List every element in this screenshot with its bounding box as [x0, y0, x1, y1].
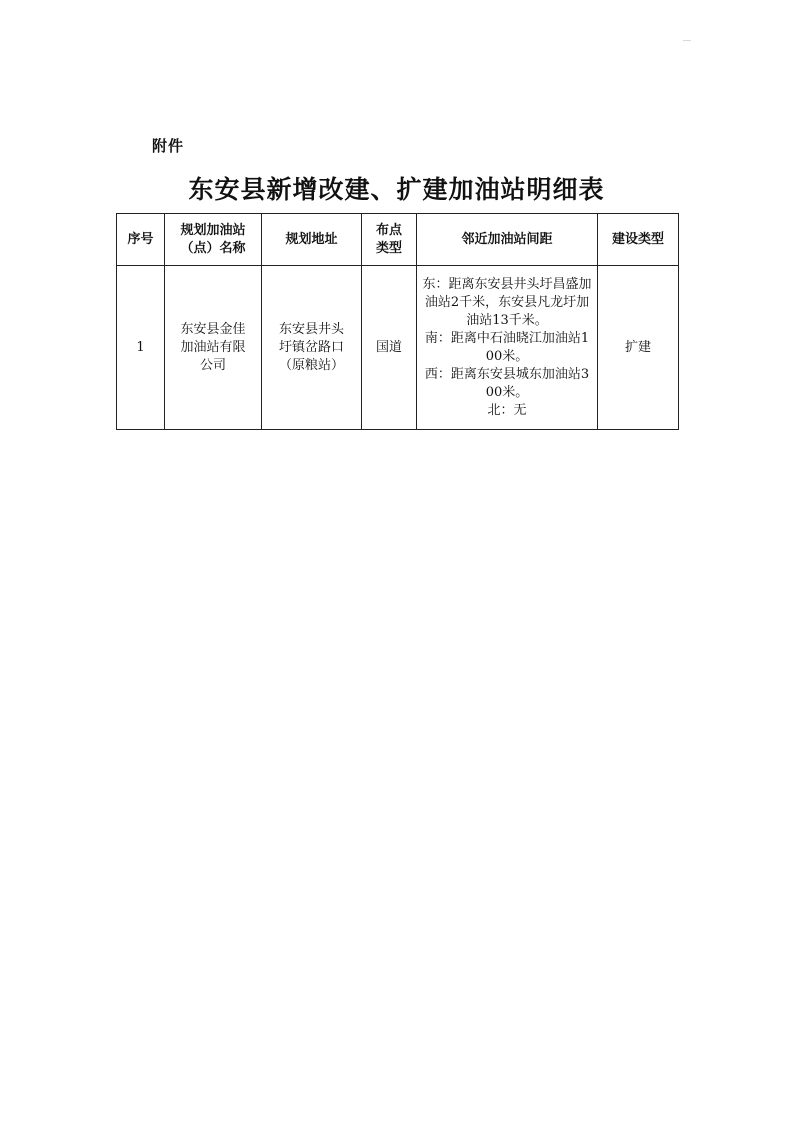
nearby-north: 北：无: [487, 402, 527, 418]
header-layout-type-line2: 类型: [375, 240, 402, 256]
address-line: 东安县井头: [278, 321, 344, 337]
header-layout-type-line1: 布点: [375, 222, 402, 238]
header-address: 规划地址: [262, 214, 362, 266]
nearby-south: 南：距离中石油晓江加油站100米。: [424, 330, 590, 364]
header-station-name-line2: （点）名称: [180, 240, 246, 256]
attachment-label: 附件: [152, 137, 185, 155]
header-nearby-distance: 邻近加油站间距: [417, 214, 598, 266]
station-name-line: 公司: [199, 357, 226, 373]
nearby-west: 西：距离东安县城东加油站300米。: [424, 366, 590, 400]
station-name-line: 加油站有限: [180, 339, 246, 355]
cell-address: [262, 266, 362, 430]
cell-station-name: [165, 266, 262, 430]
header-build-type: 建设类型: [598, 214, 679, 266]
table-header-row: [117, 214, 679, 266]
scan-mark: [683, 40, 691, 41]
cell-nearby-distance: [417, 266, 598, 430]
address-line: （原粮站）: [278, 357, 344, 373]
header-station-name-line1: 规划加油站: [180, 222, 246, 238]
nearby-east: 东：距离东安县井头圩昌盛加油站2千米，东安县凡龙圩加油站13千米。: [422, 276, 592, 328]
gas-station-detail-table: [116, 213, 679, 430]
table-row: [117, 266, 679, 430]
cell-layout-type: 国道: [362, 266, 417, 430]
cell-index: 1: [117, 266, 165, 430]
header-index: 序号: [117, 214, 165, 266]
address-line: 圩镇岔路口: [278, 339, 344, 355]
cell-build-type: 扩建: [598, 266, 679, 430]
station-name-line: 东安县金佳: [180, 321, 246, 337]
header-station-name: [165, 214, 262, 266]
header-layout-type: [362, 214, 417, 266]
document-title: 东安县新增改建、扩建加油站明细表: [188, 175, 605, 204]
